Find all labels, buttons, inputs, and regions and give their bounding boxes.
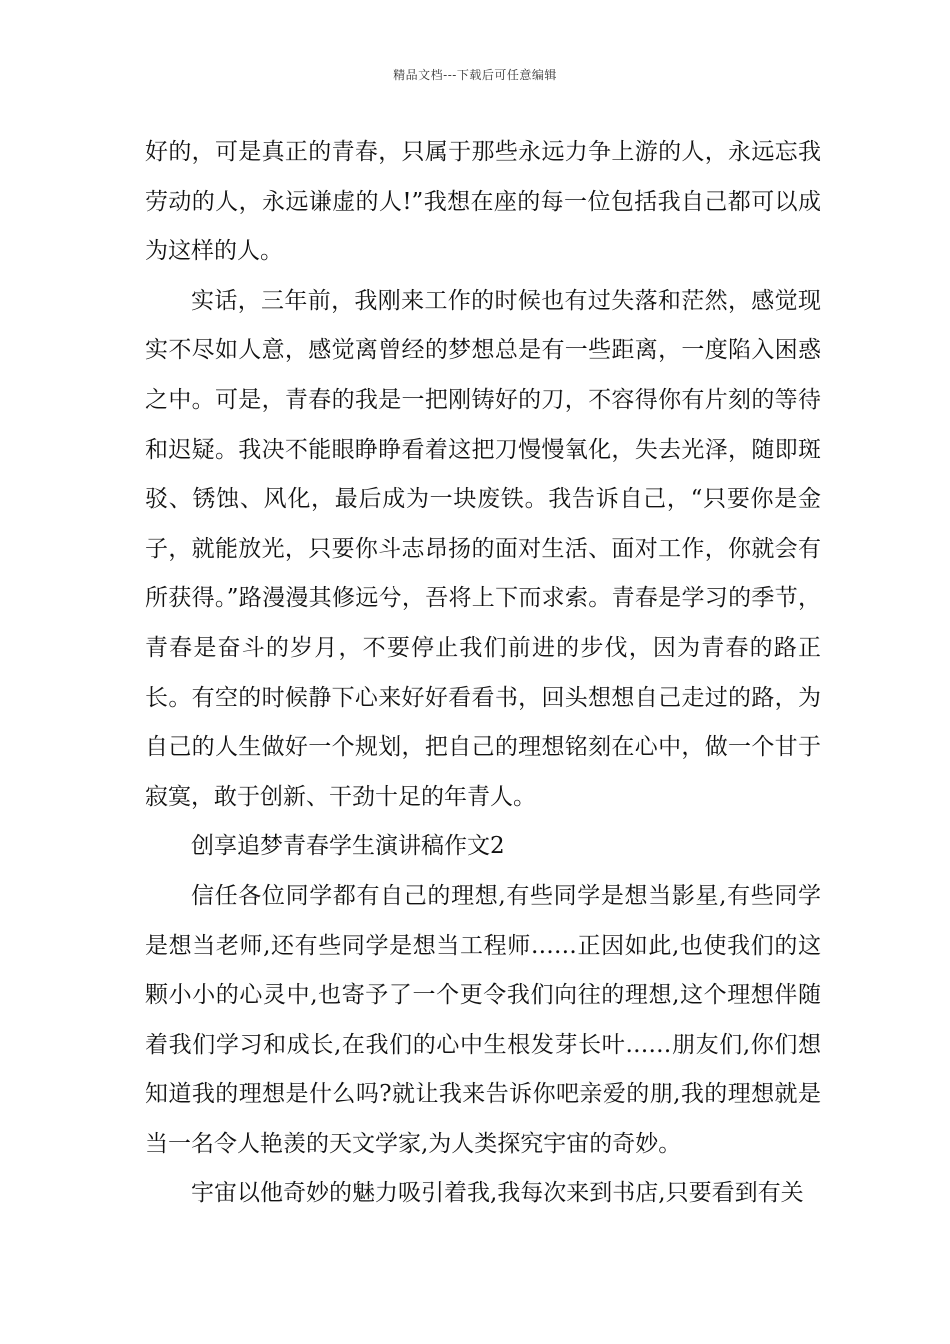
section-heading: 创享追梦青春学生演讲稿作文2 — [191, 833, 505, 860]
paragraph-youth-reflection: 实话，三年前，我刚来工作的时候也有过失落和茫然，感觉现实不尽如人意，感觉离曾经的梦想总是有一些距离，一度陷入困惑之中。可是，青春的我是一把刚铸好的刀，不容得你有片刻的等待和迟疑。我决不能眼睁睁看着这把刀慢慢氧化，失去光泽，随即斑驳、锈蚀、风化，最后成为一块废铁。我告诉自己，“只要你是金子，就能放光，只要你斗志昂扬的面对生活、面对工作，你就会有所获得。”路漫漫其修远兮，吾将上下而求索。青春是学习的季节，青春是奋斗的岁月，不要停止我们前进的步伐，因为青春的路正长。有空的时候静下心来好好看看书，回头想想自己走过的路，为自己的人生做好一个规划，把自己的理想铭刻在心中，做一个甘于寂寞，敢于创新、干劲十足的年青人。 — [145, 287, 821, 810]
paragraph-universe: 宇宙以他奇妙的魅力吸引着我,我每次来到书店,只要看到有关 — [191, 1180, 804, 1207]
paragraph-ideals: 信任各位同学都有自己的理想,有些同学是想当影星,有些同学是想当老师,还有些同学是想当工程师……正因如此,也使我们的这颗小小的心灵中,也寄予了一个更令我们向往的理想,这个理想伴随着我们学习和成长,在我们的心中生根发芽长叶……朋友们,你们想知道我的理想是什么吗?就让我来告诉你吧亲爱的朋,我的理想就是当一名令人艳羡的天文学家,为人类探究宇宙的奇妙。 — [145, 882, 821, 1157]
document-body — [145, 128, 821, 1219]
paragraph-continuation: 好的，可是真正的青春，只属于那些永远力争上游的人，永远忘我劳动的人，永远谦虚的人!”我想在座的每一位包括我自己都可以成为这样的人。 — [145, 139, 821, 265]
page-header: 精品文档---下载后可任意编辑 — [393, 68, 557, 82]
